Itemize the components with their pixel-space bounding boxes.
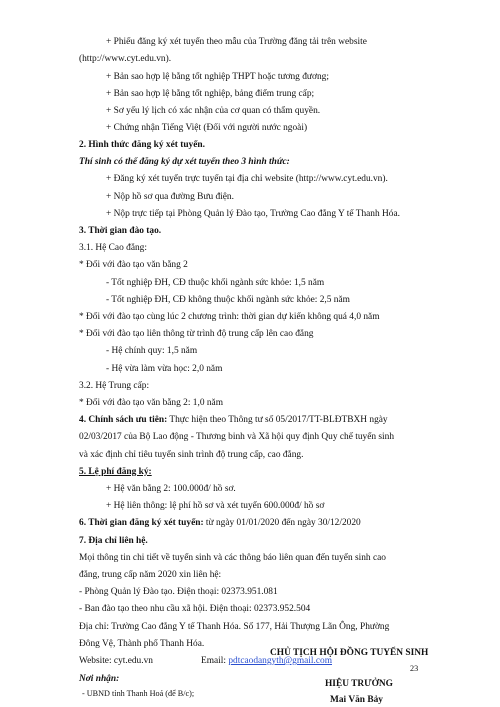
section-6-text: từ ngày 01/01/2020 đến ngày 30/12/2020 xyxy=(205,518,361,528)
section-4-line-1 xyxy=(79,416,388,425)
contact-phone-2: - Ban đào tạo theo nhu cầu xã hội. Điện thoại: 02373.952.504 xyxy=(79,604,311,614)
list-item: + Hệ liên thông: lệ phí hồ sơ và xét tuyển 600.000đ/ hồ sơ xyxy=(106,501,325,511)
section-4-line-2: 02/03/2017 của Bộ Lao động - Thương binh và Xã hội quy định Quy chế tuyển sinh xyxy=(79,432,395,442)
section-7-intro-1: Mọi thông tin chi tiết về tuyển sinh và các thông báo liên quan đến tuyển sinh cao xyxy=(79,553,386,563)
list-item: + Chứng nhận Tiếng Việt (Đối với người nước ngoài) xyxy=(106,123,308,133)
section-2-heading: 2. Hình thức đăng ký xét tuyển. xyxy=(79,140,205,150)
section-3-line: * Đối với đào tạo liên thông từ trình độ trung cấp lên cao đẳng xyxy=(79,329,314,339)
signature-name: Mai Văn Bảy xyxy=(330,695,383,705)
section-3-line: - Hệ chính quy: 1,5 năm xyxy=(106,346,198,356)
recipients-heading: Nơi nhận: xyxy=(79,674,120,684)
contact-address-2: Đông Vệ, Thành phố Thanh Hóa. xyxy=(79,639,205,649)
email-link[interactable]: pdtcaodangyth@gmail.com xyxy=(228,656,333,666)
email-label: Email: xyxy=(201,656,226,666)
contact-email-line xyxy=(201,657,332,666)
phieu-line-1: + Phiếu đăng ký xét tuyển theo mẫu của Trường đăng tải trên website xyxy=(106,37,367,47)
section-5-heading: 5. Lệ phí đăng ký: xyxy=(79,467,152,477)
section-7-heading: 7. Địa chỉ liên hệ. xyxy=(79,536,148,546)
section-4-line-1-text: Thực hiện theo Thông tư số 05/2017/TT-BLĐTBXH ngày xyxy=(169,415,388,425)
list-item: + Bản sao hợp lệ bằng tốt nghiệp THPT hoặc tương đương; xyxy=(106,72,329,82)
chairman-title: CHỦ TỊCH HỘI ĐỒNG TUYỂN SINH xyxy=(270,648,429,658)
list-item: + Hệ văn bằng 2: 100.000đ/ hồ sơ. xyxy=(106,484,236,494)
section-3-heading: 3. Thời gian đào tạo. xyxy=(79,226,162,236)
list-item: + Đăng ký xét tuyển trực tuyến tại địa chỉ website (http://www.cyt.edu.vn). xyxy=(106,174,388,184)
contact-phone-1: - Phòng Quản lý Đào tạo. Điện thoại: 02373.951.081 xyxy=(79,587,278,597)
section-3-line: * Đối với đào tạo văn bằng 2 xyxy=(79,260,188,270)
section-7-intro-2: đẳng, trung cấp năm 2020 xin liên hệ: xyxy=(79,570,222,580)
section-4-heading: 4. Chính sách ưu tiên: xyxy=(79,415,168,425)
list-item: + Sơ yếu lý lịch có xác nhận của cơ quan có thẩm quyền. xyxy=(106,106,321,116)
section-3-line: - Tốt nghiệp ĐH, CĐ không thuộc khối ngành sức khỏe: 2,5 năm xyxy=(106,295,350,305)
section-4-line-3: và xác định chỉ tiêu tuyển sinh trình độ trung cấp, cao đẳng. xyxy=(79,450,304,460)
contact-address-1: Địa chỉ: Trường Cao đẳng Y tế Thanh Hóa. Số 177, Hải Thượng Lãn Ông, Phường xyxy=(79,622,390,632)
section-3-line: - Hệ vừa làm vừa học: 2,0 năm xyxy=(106,364,223,374)
section-3-sub-2: 3.2. Hệ Trung cấp: xyxy=(79,381,150,391)
section-3-line: * Đối với đào tạo cùng lúc 2 chương trình: thời gian dự kiến không quá 4,0 năm xyxy=(79,312,380,322)
list-item: + Nộp trực tiếp tại Phòng Quản lý Đào tạo, Trường Cao đẳng Y tế Thanh Hóa. xyxy=(106,209,400,219)
recipient-item: - UBND tỉnh Thanh Hoá (để B/c); xyxy=(82,689,195,698)
section-3-line: * Đối với đào tạo văn bằng 2: 1,0 năm xyxy=(79,398,223,408)
section-3-line: - Tốt nghiệp ĐH, CĐ thuộc khối ngành sức khỏe: 1,5 năm xyxy=(106,278,325,288)
section-2-subheading: Thí sinh có thể đăng ký dự xét tuyển theo 3 hình thức: xyxy=(79,157,290,167)
phieu-line-2: (http://www.cyt.edu.vn). xyxy=(79,54,172,64)
page-number: 23 xyxy=(410,664,419,673)
list-item: + Nộp hồ sơ qua đường Bưu điện. xyxy=(106,192,234,202)
section-3-sub-1: 3.1. Hệ Cao đẳng: xyxy=(79,243,147,253)
signature-title: HIỆU TRƯỞNG xyxy=(325,679,393,689)
list-item: + Bản sao hợp lệ bằng tốt nghiệp, bảng điểm trung cấp; xyxy=(106,89,315,99)
section-6-heading: 6. Thời gian đăng ký xét tuyển: xyxy=(79,518,204,528)
contact-website: Website: cyt.edu.vn xyxy=(79,656,153,666)
section-6-line xyxy=(79,519,361,528)
